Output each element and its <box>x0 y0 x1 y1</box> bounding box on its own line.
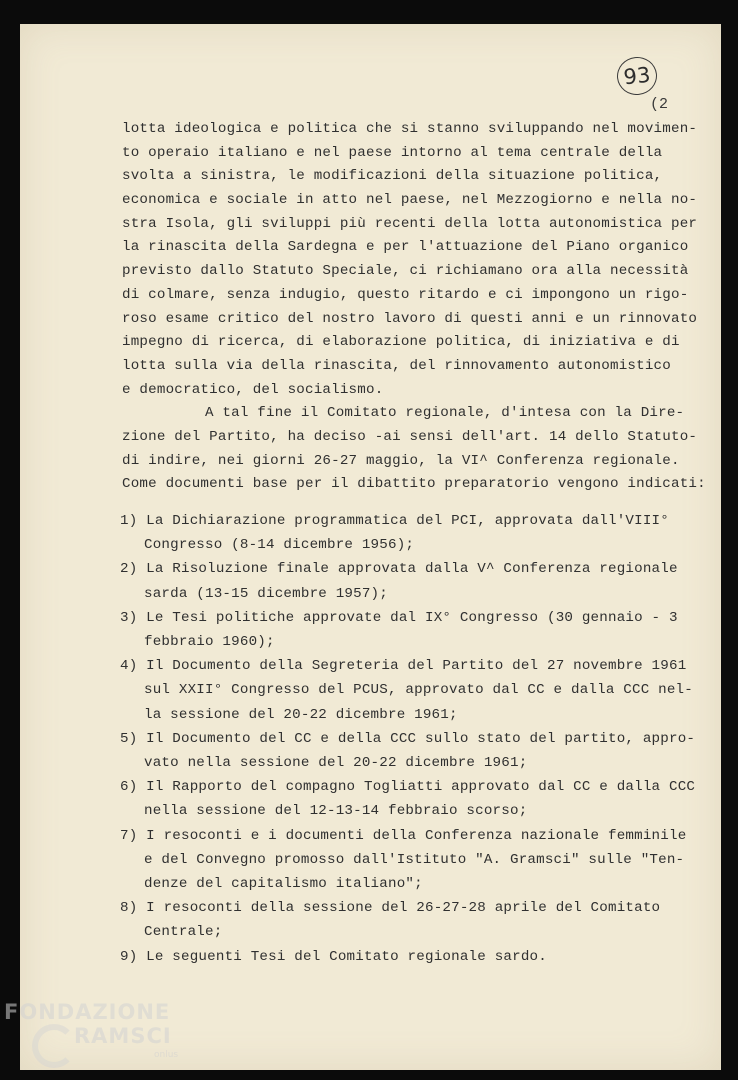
list-line: 8) I resoconti della sessione del 26-27-28 aprile del Comitato <box>120 900 661 917</box>
watermark-small: onlus <box>154 1050 179 1060</box>
text-line: zione del Partito, ha deciso -ai sensi dell'art. 14 dello Statuto- <box>122 428 698 445</box>
list-item <box>120 509 680 557</box>
text-line: A tal fine il Comitato regionale, d'intesa con la Dire- <box>205 405 685 422</box>
list-line: febbraio 1960); <box>144 634 275 651</box>
text-line: economica e sociale in atto nel paese, nel Mezzogiorno e nella no- <box>122 192 698 209</box>
text-line: to operaio italiano e nel paese intorno al tema centrale della <box>122 144 663 161</box>
watermark-line2: RAMSCI <box>74 1024 172 1048</box>
list-line: 9) Le seguenti Tesi del Comitato regionale sardo. <box>120 948 547 965</box>
text-line: previsto dallo Statuto Speciale, ci richiamano ora alla necessità <box>122 263 689 280</box>
list-line: 7) I resoconti e i documenti della Conferenza nazionale femminile <box>120 827 687 844</box>
list-line: sarda (13-15 dicembre 1957); <box>144 585 388 602</box>
text-line: roso esame critico del nostro lavoro di questi anni e un rinnovato <box>122 310 698 327</box>
gramsci-g-icon <box>32 1024 76 1068</box>
fondazione-gramsci-watermark <box>4 1000 194 1076</box>
page-number-stamp: 93 <box>615 55 659 97</box>
list-item <box>120 775 696 823</box>
list-line: denze del capitalismo italiano"; <box>144 876 423 893</box>
text-line: Come documenti base per il dibattito preparatorio vengono indicati: <box>122 476 706 493</box>
list-line: vato nella sessione del 20-22 dicembre 1961; <box>144 755 528 772</box>
list-line: Congresso (8-14 dicembre 1956); <box>144 537 415 554</box>
list-line: sul XXII° Congresso del PCUS, approvato dal CC e dalla CCC nel- <box>144 682 693 699</box>
text-line: stra Isola, gli sviluppi più recenti della lotta autonomistica per <box>122 215 698 232</box>
list-line: 6) Il Rapporto del compagno Togliatti approvato dal CC e dalla CCC <box>120 779 696 796</box>
text-line: e democratico, del socialismo. <box>122 381 384 398</box>
text-line: impegno di ricerca, di elaborazione politica, di iniziativa e di <box>122 334 680 351</box>
document-list <box>120 509 696 969</box>
list-line: la sessione del 20-22 dicembre 1961; <box>144 706 458 723</box>
list-line: 1) La Dichiarazione programmatica del PCI, approvata dall'VIII° <box>120 513 669 529</box>
list-item <box>120 945 680 969</box>
list-item <box>120 606 680 654</box>
text-line: lotta sulla via della rinascita, del rinnovamento autonomistico <box>122 357 671 374</box>
body-text <box>122 118 706 497</box>
list-item <box>120 896 680 944</box>
list-item <box>120 727 696 775</box>
list-line: 3) Le Tesi politiche approvate dal IX° Congresso (30 gennaio - 3 <box>120 609 678 626</box>
list-line: 4) Il Documento della Segreteria del Partito del 27 novembre 1961 <box>120 658 687 675</box>
list-item <box>120 824 687 897</box>
list-line: Centrale; <box>144 924 223 941</box>
list-line: 5) Il Documento del CC e della CCC sullo stato del partito, appro- <box>120 730 696 747</box>
text-line: di indire, nei giorni 26-27 maggio, la VI^ Conferenza regionale. <box>122 452 680 469</box>
list-line: e del Convegno promosso dall'Istituto "A. Gramsci" sulle "Ten- <box>144 851 685 868</box>
text-line: lotta ideologica e politica che si stanno sviluppando nel movimen- <box>122 121 698 137</box>
text-line: svolta a sinistra, le modificazioni della situazione politica, <box>122 168 663 185</box>
list-item <box>120 654 693 727</box>
list-item <box>120 557 680 605</box>
watermark-line1: FONDAZIONE <box>4 1000 171 1024</box>
text-line: la rinascita della Sardegna e per l'attuazione del Piano organico <box>122 239 689 256</box>
list-line: 2) La Risoluzione finale approvata dalla V^ Conferenza regionale <box>120 561 678 578</box>
list-line: nella sessione del 12-13-14 febbraio scorso; <box>144 803 528 820</box>
sub-page-number: (2 <box>650 96 669 113</box>
text-line: di colmare, senza indugio, questo ritardo e ci impongono un rigo- <box>122 286 689 303</box>
